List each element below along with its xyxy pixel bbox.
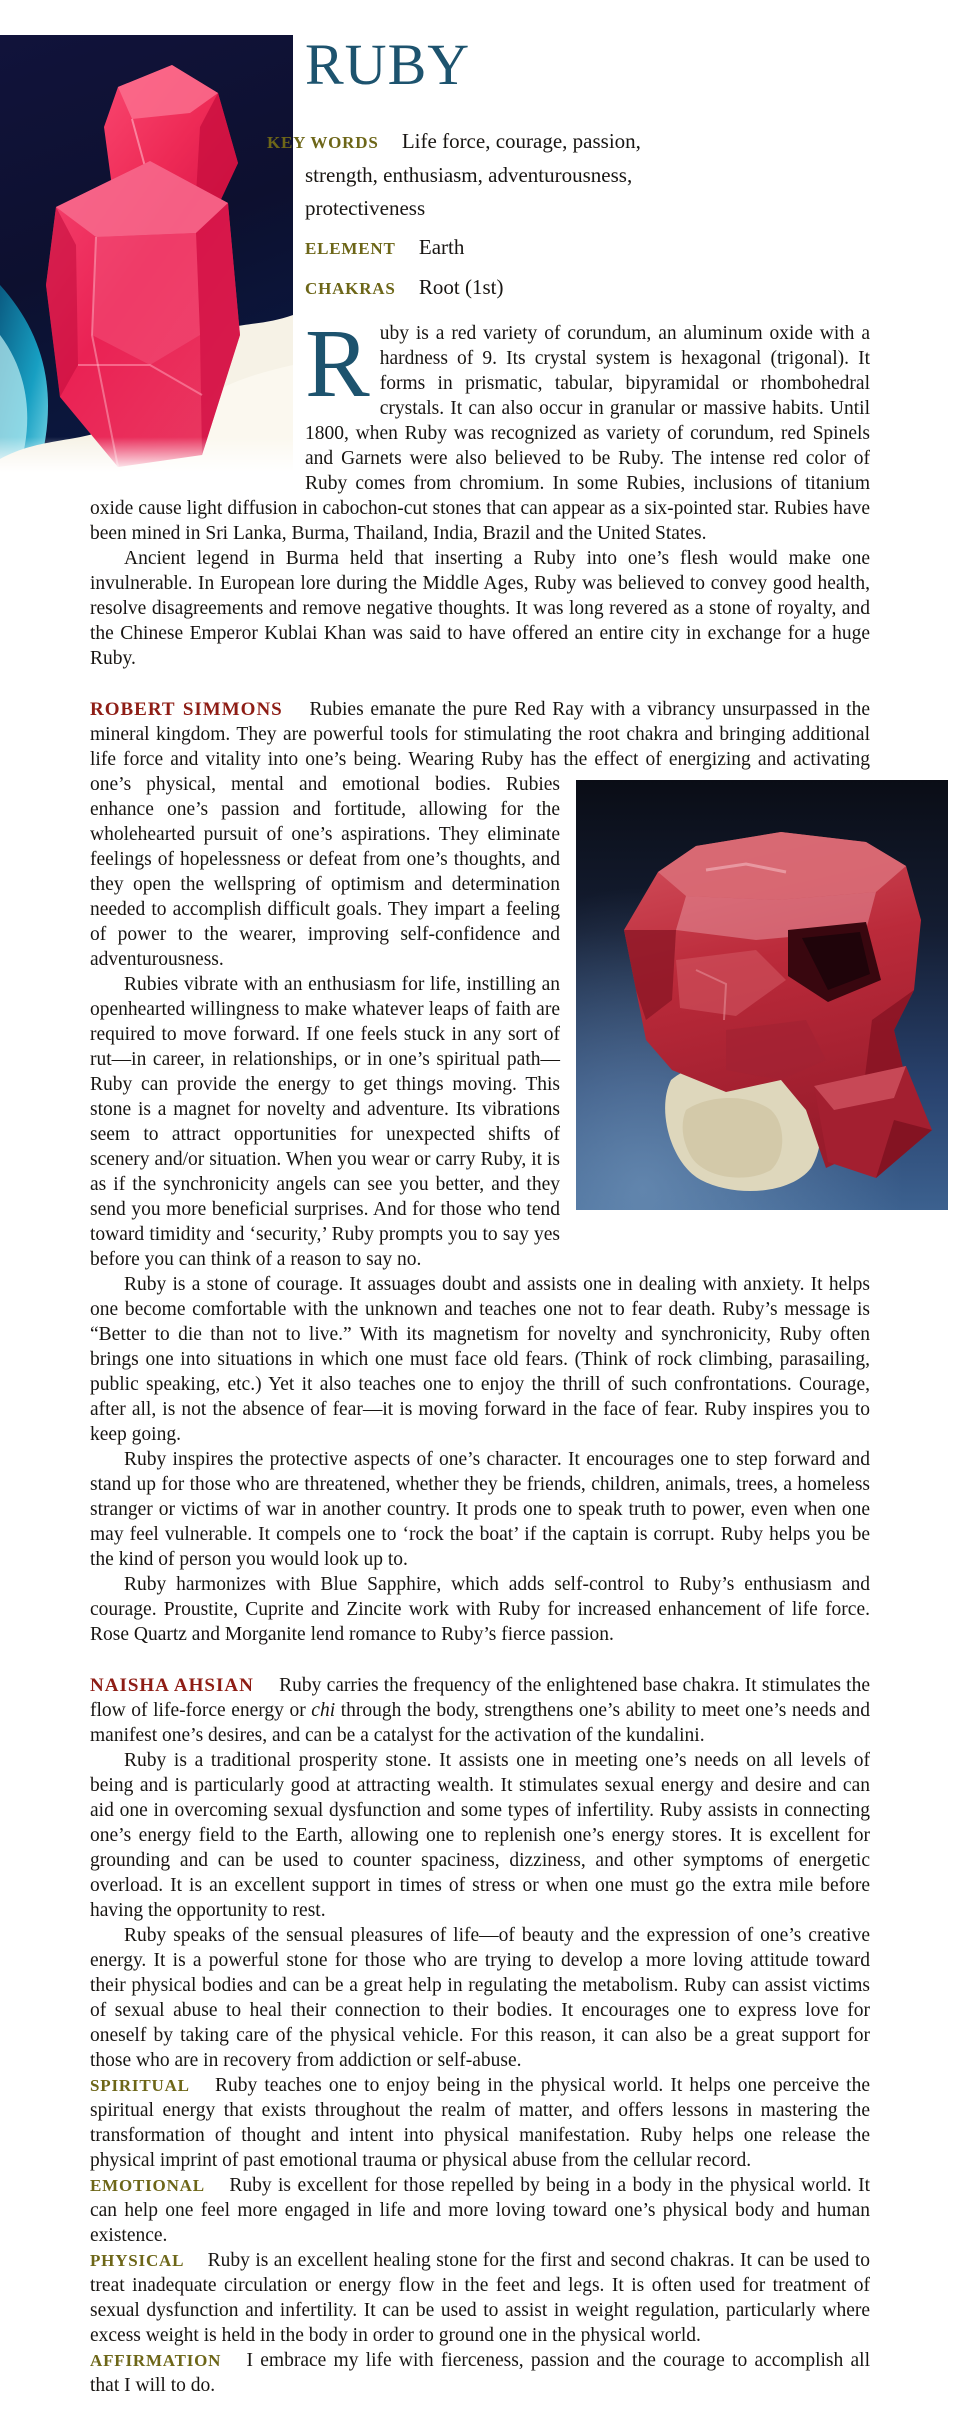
robert-simmons-paragraph-3	[90, 1272, 870, 1447]
robert-simmons-paragraph-1	[90, 697, 870, 972]
emotional-text: Ruby is excellent for those repelled by being in a body in the physical world. It can help one feel more engaged in life and more loving toward one’s physical body and human existence.	[90, 2175, 871, 2246]
spiritual-paragraph	[90, 2073, 870, 2173]
spiritual-label: SPIRITUAL	[90, 2076, 190, 2095]
intro-text: uby is a red variety of corundum, an aluminum oxide with a hardness of 9. Its crystal system is hexagonal (trigonal). It forms in prismatic, tabular, bipyramidal or rhombohedral crystals. It can also occur in granular or massive habits. Until 1800, when Ruby was recognized as variety of corundum, red Spinels and Garnets were also believed to be Ruby. The intense red color of Ruby comes from chromium. In some Rubies, inclusions of titanium oxide cause light diffusion in cabochon-cut stones that can appear as a six-pointed star. Rubies have been mined in Sri Lanka, Burma, Thailand, India, Brazil and the United States.	[90, 323, 870, 544]
physical-paragraph	[90, 2248, 870, 2348]
ruby-crystals-photo	[0, 35, 293, 472]
na-text-1b: through the body, strengthens one’s ability to meet one’s needs and manifest one’s desires, and can be a catalyst for the activation of the kundalini.	[90, 1700, 871, 1746]
page-title: RUBY	[305, 32, 471, 97]
robert-simmons-paragraph-5	[90, 1572, 870, 1647]
ruby-crystals-illustration	[0, 35, 293, 472]
naisha-ahsian-paragraph-2	[90, 1748, 870, 1923]
spiritual-text: Ruby teaches one to enjoy being in the physical world. It helps one perceive the spiritual energy that exists throughout the realm of matter, and offers lessons in mastering the transformation of thought and intent into physical manifestation. Ruby helps one release the physical imprint of past emotional trauma or physical abuse from the cellular record.	[90, 2075, 871, 2171]
chi-italic-term: chi	[311, 1700, 336, 1721]
rs-text-3: Ruby is a stone of courage. It assuages doubt and assists one in dealing with anxiety. It helps one become comfortable with the unknown and teaches one not to fear death. Ruby’s message is “Better to die than not to live.” With its magnetism for novelty and synchronicity, Ruby often brings one into situations in which one must face old fears. (Think of rock climbing, parasailing, public speaking, etc.) Yet it also teaches one to enjoy the thrill of such confrontations. Courage, after all, is not the absence of fear—it is moving forward in the face of fear. Ruby inspires you to keep going.	[90, 1274, 870, 1445]
naisha-ahsian-paragraph-1	[90, 1673, 870, 1748]
emotional-paragraph	[90, 2173, 870, 2248]
rs-text-5: Ruby harmonizes with Blue Sapphire, which adds self-control to Ruby’s enthusiasm and courage. Proustite, Cuprite and Zincite work with Ruby for increased enhancement of life force. Rose Quartz and Morganite lend romance to Ruby’s fierce passion.	[90, 1574, 870, 1645]
na-text-2: Ruby is a traditional prosperity stone. It assists one in meeting one’s needs on all levels of being and is particularly good at attracting wealth. It stimulates sexual energy and desire and can aid one in overcoming sexual dysfunction and some types of infertility. Ruby assists in connecting one’s energy field to the Earth, allowing one to replenish one’s energy stores. It is excellent for grounding and can be used to counter spaciness, dizziness, and other symptoms of energetic overload. It is an excellent support in times of stress or when one must go the extra mile before having the opportunity to rest.	[90, 1750, 870, 1921]
rs-text-1a: Rubies emanate the pure Red Ray with a vibrancy unsurpassed in the mineral kingdom. They are powerful tools for stimulating the root chakra and bringing additional life force and vitality into one’s being. Wearing Ruby has the effect of energizing	[90, 699, 870, 770]
ruby-on-matrix-photo	[576, 780, 948, 1210]
affirmation-label: AFFIRMATION	[90, 2351, 222, 2370]
naisha-ahsian-paragraph-3	[90, 1923, 870, 2073]
physical-text: Ruby is an excellent healing stone for the first and second chakras. It can be used to treat inadequate circulation or energy flow in the feet and legs. It is often used for treatment of sexual dysfunction and infertility. It can be used to assist in weight regulation, particularly where excess weight is held in the body in order to ground one in the physical world.	[90, 2250, 870, 2346]
rs-text-4: Ruby inspires the protective aspects of one’s character. It encourages one to step forward and stand up for those who are threatened, whether they be friends, children, animals, trees, a homeless stranger or victims of war in another country. It prods one to speak truth to power, even when one may feel vulnerable. It compels one to ‘rock the boat’ if the captain is corrupt. Ruby helps you be the kind of person you would look up to.	[90, 1449, 870, 1570]
naisha-ahsian-label: NAISHA AHSIAN	[90, 1675, 254, 1696]
ruby-on-matrix-illustration	[576, 780, 948, 1210]
robert-simmons-paragraph-4	[90, 1447, 870, 1572]
element-label: ELEMENT	[305, 239, 396, 258]
element-value: Earth	[418, 235, 465, 259]
rs-text-1b: and activating one’s physical, mental and emotional bodies. Rubies enhance one’s passion and fortitude, allowing for the wholehearted pursuit of one’s aspirations. They eliminate feelings of hopelessness or defeat from one’s thoughts, and they open the wellspring of optimism and determination needed to accomplish difficult goals. They impart a feeling of power to the wearer, improving self-confidence and adventurousness.	[90, 749, 870, 970]
na-text-1a: Ruby carries the frequency of the enlightened base chakra. It stimulates the flow of life-force energy or	[90, 1675, 871, 1721]
affirmation-text: I embrace my life with fierceness, passion and the courage to accomplish all that I will to do.	[90, 2350, 871, 2396]
intro-text-2: Ancient legend in Burma held that inserting a Ruby into one’s flesh would make one invulnerable. In European lore during the Middle Ages, Ruby was believed to convey good health, resolve disagreements and remove negative thoughts. It was long revered as a stone of royalty, and the Chinese Emperor Kublai Khan was said to have offered an entire city in exchange for a huge Ruby.	[90, 548, 870, 669]
rs-text-2: Rubies vibrate with an enthusiasm for life, instilling an openhearted willingness to make whatever leaps of faith are required to move forward. If one feels stuck in any sort of rut—in career, in relationships, or in one’s spiritual path—Ruby can provide the energy to get things moving. This stone is a magnet for novelty and adventure. Its vibrations seem to attract opportunities for unexpected shifts of scenery and/or situation. When you wear or carry Ruby, it is as if the synchronicity angels can see you better, and they send you more beneficial surprises. And for those who tend toward timidity and ‘security,’ Ruby prompts you to say yes before you can think of a reason to say no.	[90, 974, 560, 1270]
dropcap-letter: R	[305, 310, 370, 417]
key-words-value: Life force, courage, passion, strength, enthusiasm, adventurousness, protectiveness	[305, 129, 641, 220]
affirmation-paragraph	[90, 2348, 870, 2398]
intro-paragraph-2	[90, 546, 870, 671]
emotional-label: EMOTIONAL	[90, 2176, 205, 2195]
physical-label: PHYSICAL	[90, 2251, 185, 2270]
chakras-label: CHAKRAS	[305, 279, 396, 298]
robert-simmons-label: ROBERT SIMMONS	[90, 699, 283, 720]
chakras-value: Root (1st)	[418, 275, 504, 299]
key-words-label: KEY WORDS	[267, 133, 379, 152]
na-text-3: Ruby speaks of the sensual pleasures of life—of beauty and the expression of one’s creative energy. It is a powerful stone for those who are trying to develop a more loving attitude toward their physical bodies and can be a great help in regulating the metabolism. Ruby can assist victims of sexual abuse to heal their connection to their bodies. It encourages one to express love for oneself by taking care of the physical vehicle. For this reason, it can also be a great support for those who are in recovery from addiction or self-abuse.	[90, 1925, 870, 2071]
